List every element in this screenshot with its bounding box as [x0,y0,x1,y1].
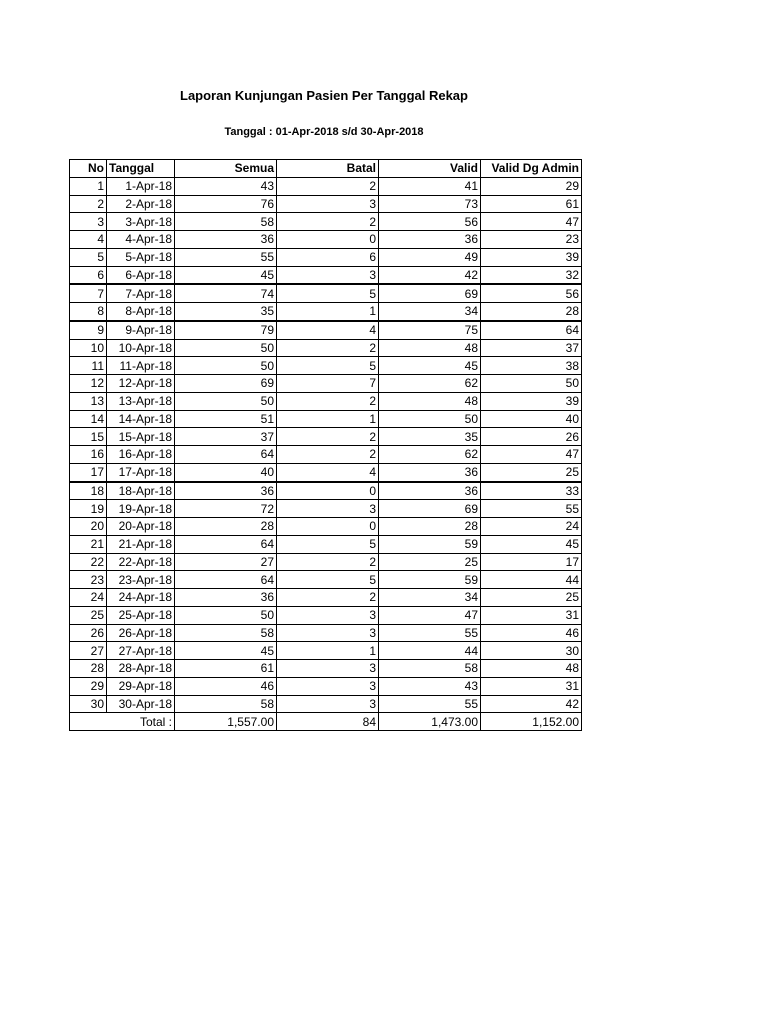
table-row [70,248,582,266]
cell-no: 15 [70,428,107,446]
cell-semua: 64 [175,571,277,589]
cell-no: 4 [70,231,107,249]
cell-batal: 3 [277,266,379,284]
cell-tanggal: 6-Apr-18 [107,266,175,284]
cell-valid: 73 [379,195,481,213]
cell-tanggal: 26-Apr-18 [107,624,175,642]
header-tanggal: Tanggal [107,160,175,178]
cell-tanggal: 21-Apr-18 [107,535,175,553]
cell-tanggal: 1-Apr-18 [107,177,175,195]
cell-valid-dg-admin: 47 [481,446,582,464]
cell-semua: 64 [175,446,277,464]
cell-valid: 55 [379,695,481,713]
table-row [70,375,582,393]
cell-valid-dg-admin: 56 [481,284,582,302]
table-row [70,695,582,713]
cell-tanggal: 7-Apr-18 [107,284,175,302]
cell-valid: 36 [379,482,481,500]
visit-table [69,159,582,731]
table-row [70,266,582,284]
total-row [70,713,582,731]
cell-tanggal: 8-Apr-18 [107,303,175,321]
cell-valid: 48 [379,339,481,357]
cell-batal: 2 [277,339,379,357]
table-row [70,660,582,678]
cell-batal: 2 [277,213,379,231]
cell-valid: 35 [379,428,481,446]
cell-tanggal: 30-Apr-18 [107,695,175,713]
cell-tanggal: 4-Apr-18 [107,231,175,249]
cell-tanggal: 22-Apr-18 [107,553,175,571]
cell-batal: 2 [277,428,379,446]
cell-batal: 4 [277,321,379,339]
cell-batal: 1 [277,303,379,321]
cell-valid: 36 [379,463,481,481]
cell-valid-dg-admin: 64 [481,321,582,339]
report-title: Laporan Kunjungan Pasien Per Tanggal Rekap [180,88,468,103]
cell-valid-dg-admin: 40 [481,410,582,428]
cell-valid: 25 [379,553,481,571]
table-row [70,213,582,231]
cell-semua: 50 [175,357,277,375]
cell-valid-dg-admin: 25 [481,589,582,607]
cell-valid-dg-admin: 45 [481,535,582,553]
cell-no: 29 [70,677,107,695]
cell-tanggal: 5-Apr-18 [107,248,175,266]
cell-valid: 49 [379,248,481,266]
table-row [70,463,582,481]
cell-batal: 1 [277,410,379,428]
cell-batal: 5 [277,357,379,375]
cell-valid: 58 [379,660,481,678]
cell-tanggal: 10-Apr-18 [107,339,175,357]
cell-no: 3 [70,213,107,231]
cell-valid-dg-admin: 24 [481,518,582,536]
table-row [70,195,582,213]
table-row [70,428,582,446]
cell-batal: 7 [277,375,379,393]
table-row [70,303,582,321]
cell-tanggal: 19-Apr-18 [107,500,175,518]
cell-no: 9 [70,321,107,339]
cell-semua: 79 [175,321,277,339]
table-row [70,606,582,624]
cell-semua: 36 [175,589,277,607]
cell-valid: 41 [379,177,481,195]
cell-batal: 2 [277,589,379,607]
table-row [70,410,582,428]
cell-valid-dg-admin: 46 [481,624,582,642]
cell-valid-dg-admin: 39 [481,248,582,266]
cell-no: 14 [70,410,107,428]
table-row [70,392,582,410]
cell-batal: 6 [277,248,379,266]
cell-valid-dg-admin: 50 [481,375,582,393]
header-semua: Semua [175,160,277,178]
cell-tanggal: 9-Apr-18 [107,321,175,339]
cell-batal: 3 [277,624,379,642]
cell-valid-dg-admin: 39 [481,392,582,410]
cell-batal: 5 [277,535,379,553]
cell-tanggal: 12-Apr-18 [107,375,175,393]
cell-valid-dg-admin: 23 [481,231,582,249]
cell-tanggal: 13-Apr-18 [107,392,175,410]
cell-semua: 28 [175,518,277,536]
cell-semua: 40 [175,463,277,481]
total-valid-dg-admin: 1,152.00 [481,713,582,731]
cell-semua: 36 [175,231,277,249]
cell-valid: 34 [379,303,481,321]
table-row [70,500,582,518]
cell-no: 30 [70,695,107,713]
cell-tanggal: 14-Apr-18 [107,410,175,428]
cell-valid: 69 [379,284,481,302]
table-row [70,535,582,553]
cell-semua: 74 [175,284,277,302]
cell-valid-dg-admin: 32 [481,266,582,284]
cell-valid-dg-admin: 37 [481,339,582,357]
table-row [70,677,582,695]
header-valid: Valid [379,160,481,178]
cell-tanggal: 23-Apr-18 [107,571,175,589]
cell-semua: 58 [175,695,277,713]
cell-tanggal: 29-Apr-18 [107,677,175,695]
cell-semua: 61 [175,660,277,678]
cell-valid: 43 [379,677,481,695]
table-row [70,642,582,660]
cell-valid: 50 [379,410,481,428]
cell-no: 1 [70,177,107,195]
cell-no: 20 [70,518,107,536]
cell-valid-dg-admin: 47 [481,213,582,231]
cell-valid-dg-admin: 38 [481,357,582,375]
cell-no: 27 [70,642,107,660]
cell-semua: 76 [175,195,277,213]
table-row [70,284,582,302]
cell-no: 26 [70,624,107,642]
cell-no: 6 [70,266,107,284]
cell-valid-dg-admin: 33 [481,482,582,500]
cell-no: 19 [70,500,107,518]
cell-valid-dg-admin: 31 [481,677,582,695]
cell-valid: 36 [379,231,481,249]
cell-semua: 72 [175,500,277,518]
cell-semua: 36 [175,482,277,500]
total-valid: 1,473.00 [379,713,481,731]
table-row [70,589,582,607]
cell-valid: 48 [379,392,481,410]
cell-batal: 3 [277,660,379,678]
cell-tanggal: 16-Apr-18 [107,446,175,464]
cell-tanggal: 2-Apr-18 [107,195,175,213]
cell-tanggal: 25-Apr-18 [107,606,175,624]
cell-no: 21 [70,535,107,553]
cell-no: 18 [70,482,107,500]
cell-no: 8 [70,303,107,321]
cell-no: 16 [70,446,107,464]
cell-batal: 0 [277,482,379,500]
cell-valid-dg-admin: 17 [481,553,582,571]
cell-semua: 51 [175,410,277,428]
cell-valid: 75 [379,321,481,339]
table-row [70,357,582,375]
cell-no: 17 [70,463,107,481]
cell-tanggal: 3-Apr-18 [107,213,175,231]
cell-valid-dg-admin: 29 [481,177,582,195]
cell-tanggal: 27-Apr-18 [107,642,175,660]
cell-batal: 3 [277,677,379,695]
cell-semua: 35 [175,303,277,321]
cell-semua: 58 [175,213,277,231]
total-semua: 1,557.00 [175,713,277,731]
cell-valid-dg-admin: 48 [481,660,582,678]
cell-batal: 5 [277,284,379,302]
cell-batal: 5 [277,571,379,589]
cell-semua: 64 [175,535,277,553]
cell-no: 28 [70,660,107,678]
cell-semua: 58 [175,624,277,642]
report-date-range: Tanggal : 01-Apr-2018 s/d 30-Apr-2018 [224,126,424,138]
cell-valid: 45 [379,357,481,375]
cell-valid: 47 [379,606,481,624]
cell-semua: 27 [175,553,277,571]
cell-batal: 3 [277,695,379,713]
table-row [70,553,582,571]
cell-tanggal: 17-Apr-18 [107,463,175,481]
cell-valid: 59 [379,535,481,553]
cell-semua: 50 [175,606,277,624]
cell-batal: 3 [277,500,379,518]
cell-batal: 2 [277,553,379,571]
table-row [70,177,582,195]
cell-tanggal: 28-Apr-18 [107,660,175,678]
cell-valid: 55 [379,624,481,642]
cell-valid: 34 [379,589,481,607]
cell-valid: 44 [379,642,481,660]
table-row [70,446,582,464]
cell-valid: 56 [379,213,481,231]
table-row [70,624,582,642]
cell-valid-dg-admin: 55 [481,500,582,518]
cell-valid: 59 [379,571,481,589]
cell-tanggal: 20-Apr-18 [107,518,175,536]
table-row [70,321,582,339]
cell-semua: 46 [175,677,277,695]
header-valid-dg-admin: Valid Dg Admin [481,160,582,178]
cell-no: 5 [70,248,107,266]
cell-no: 25 [70,606,107,624]
cell-no: 22 [70,553,107,571]
cell-tanggal: 11-Apr-18 [107,357,175,375]
table-row [70,482,582,500]
cell-batal: 3 [277,606,379,624]
cell-tanggal: 24-Apr-18 [107,589,175,607]
table-body [70,177,582,713]
cell-valid: 28 [379,518,481,536]
table-row [70,571,582,589]
cell-no: 10 [70,339,107,357]
cell-semua: 45 [175,266,277,284]
cell-no: 12 [70,375,107,393]
total-batal: 84 [277,713,379,731]
table-row [70,339,582,357]
cell-valid-dg-admin: 25 [481,463,582,481]
cell-valid: 62 [379,375,481,393]
cell-batal: 1 [277,642,379,660]
cell-valid-dg-admin: 26 [481,428,582,446]
cell-valid-dg-admin: 44 [481,571,582,589]
cell-semua: 50 [175,392,277,410]
cell-valid-dg-admin: 30 [481,642,582,660]
cell-batal: 4 [277,463,379,481]
cell-tanggal: 18-Apr-18 [107,482,175,500]
cell-semua: 55 [175,248,277,266]
cell-batal: 2 [277,446,379,464]
table-row [70,231,582,249]
cell-no: 24 [70,589,107,607]
header-no: No [70,160,107,178]
cell-semua: 37 [175,428,277,446]
table-header-row [70,160,582,178]
cell-batal: 0 [277,231,379,249]
cell-valid: 62 [379,446,481,464]
cell-no: 11 [70,357,107,375]
cell-valid: 69 [379,500,481,518]
cell-batal: 2 [277,392,379,410]
cell-semua: 43 [175,177,277,195]
cell-semua: 69 [175,375,277,393]
cell-valid-dg-admin: 31 [481,606,582,624]
cell-no: 7 [70,284,107,302]
cell-tanggal: 15-Apr-18 [107,428,175,446]
cell-valid-dg-admin: 28 [481,303,582,321]
cell-valid: 42 [379,266,481,284]
cell-batal: 0 [277,518,379,536]
cell-batal: 2 [277,177,379,195]
cell-valid-dg-admin: 61 [481,195,582,213]
cell-batal: 3 [277,195,379,213]
header-batal: Batal [277,160,379,178]
table-row [70,518,582,536]
cell-semua: 50 [175,339,277,357]
cell-semua: 45 [175,642,277,660]
total-label: Total : [70,713,175,731]
cell-valid-dg-admin: 42 [481,695,582,713]
cell-no: 13 [70,392,107,410]
cell-no: 23 [70,571,107,589]
cell-no: 2 [70,195,107,213]
